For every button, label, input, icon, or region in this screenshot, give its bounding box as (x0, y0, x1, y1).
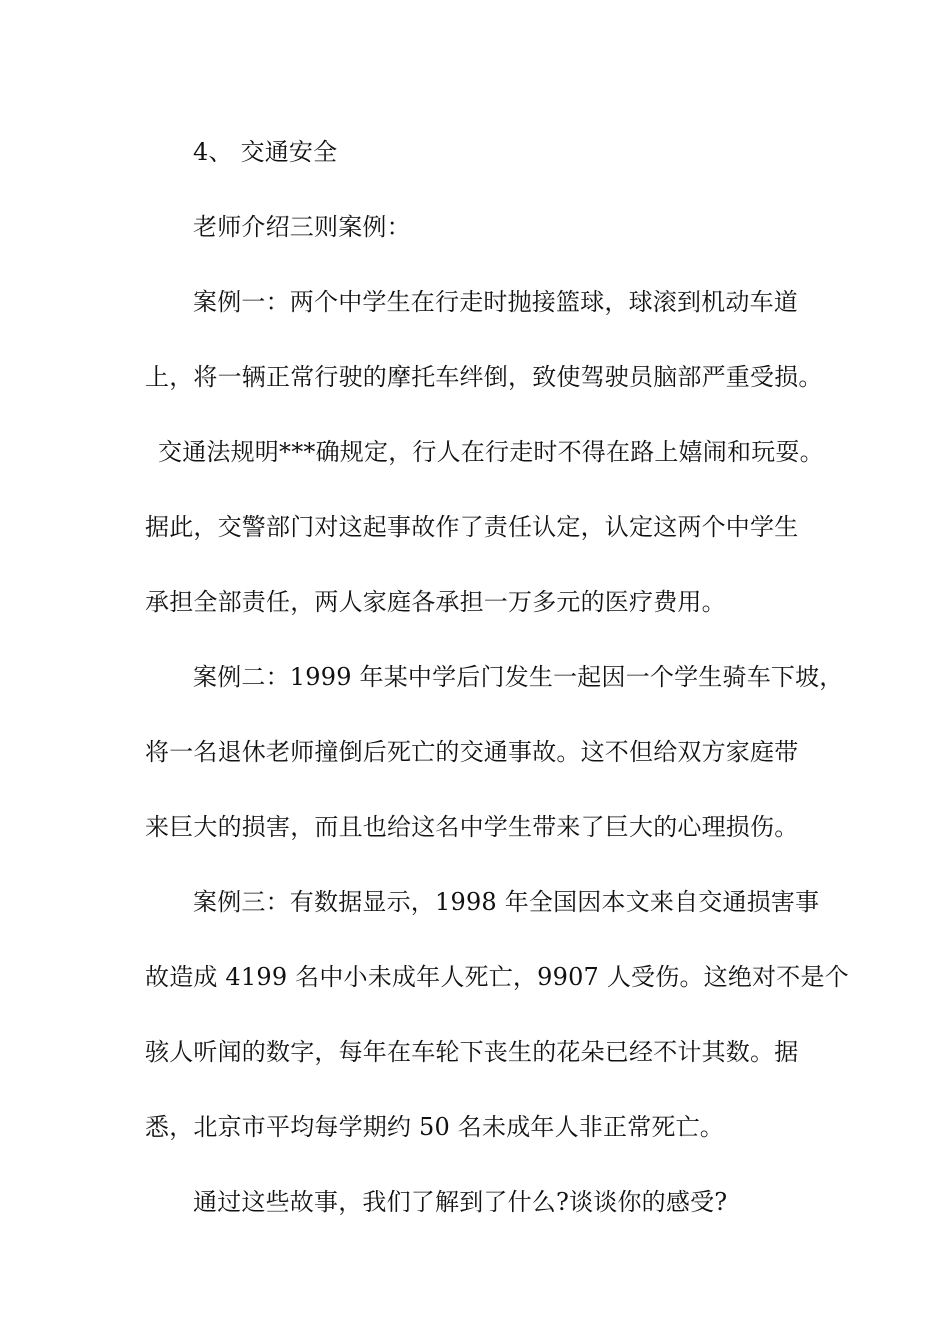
paragraph-line: 将一名退休老师撞倒后死亡的交通事故。这不但给双方家庭带 (145, 738, 799, 766)
paragraph-line: 上，将一辆正常行驶的摩托车绊倒，致使驾驶员脑部严重受损。 (145, 363, 823, 391)
closing-question: 通过这些故事，我们了解到了什么?谈谈你的感受? (193, 1188, 728, 1216)
paragraph-line: 骇人听闻的数字，每年在车轮下丧生的花朵已经不计其数。据 (145, 1038, 799, 1066)
paragraph-line: 案例二：1999 年某中学后门发生一起因一个学生骑车下坡， (193, 663, 844, 691)
paragraph-line: 承担全部责任，两人家庭各承担一万多元的医疗费用。 (145, 588, 726, 616)
paragraph-line: 交通法规明***确规定，行人在行走时不得在路上嬉闹和玩耍。 (158, 438, 824, 466)
paragraph-line: 案例三：有数据显示，1998 年全国因本文来自交通损害事 (193, 888, 820, 916)
section-heading: 4、 交通安全 (193, 138, 338, 166)
paragraph-line: 故造成 4199 名中小未成年人死亡，9907 人受伤。这绝对不是个 (145, 963, 849, 991)
paragraph-line: 案例一：两个中学生在行走时抛接篮球，球滚到机动车道 (193, 288, 798, 316)
paragraph-line: 悉，北京市平均每学期约 50 名未成年人非正常死亡。 (145, 1113, 724, 1141)
paragraph-line: 据此，交警部门对这起事故作了责任认定，认定这两个中学生 (145, 513, 799, 541)
intro-paragraph: 老师介绍三则案例： (193, 213, 411, 241)
paragraph-line: 来巨大的损害，而且也给这名中学生带来了巨大的心理损伤。 (145, 813, 799, 841)
